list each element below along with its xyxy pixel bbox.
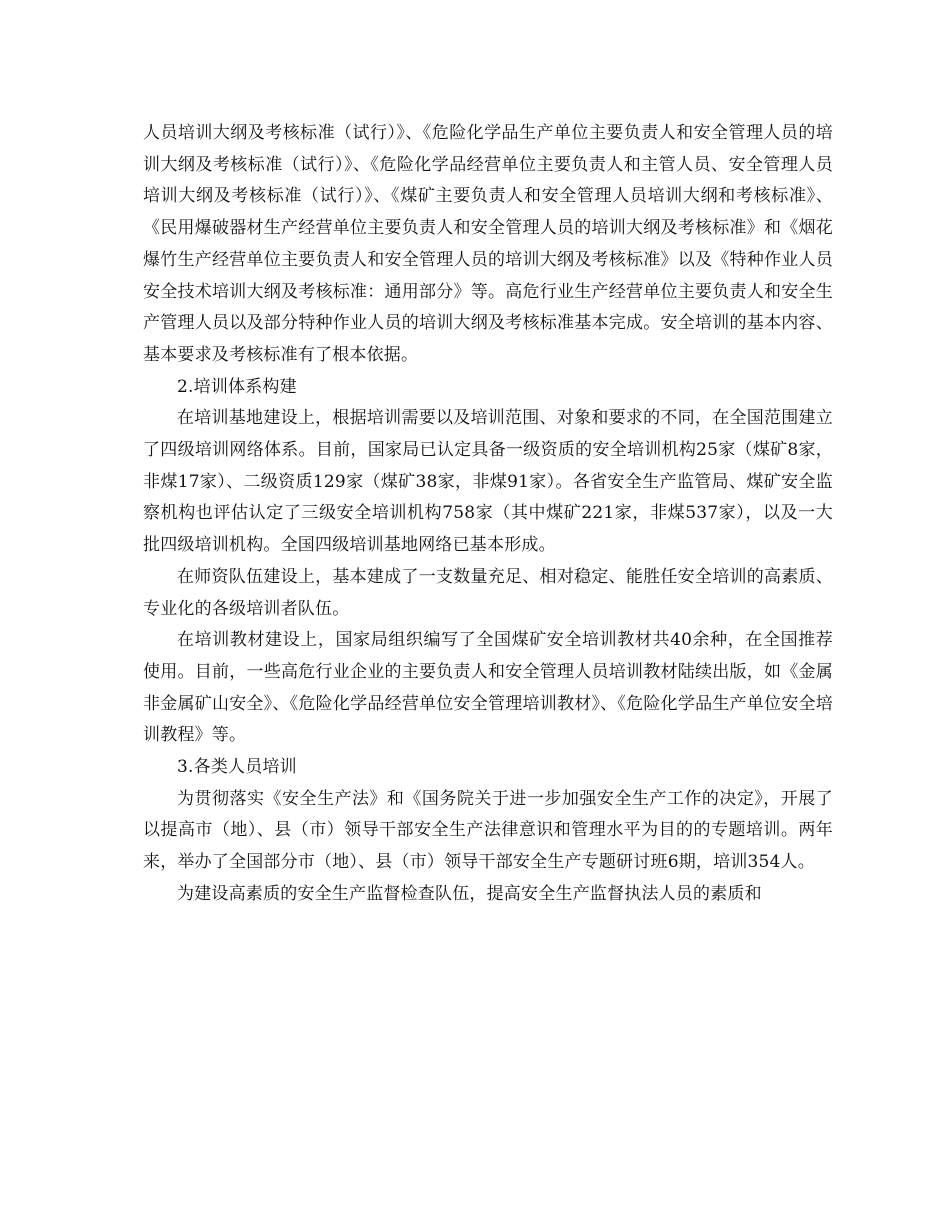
paragraph-continuation: 人员培训大纲及考核标准（试行）》、《危险化学品生产单位主要负责人和安全管理人员的培训大纲及考核标准（试行）》、《危险化学品经营单位主要负责人和主管人员、安全管理人员培训大纲及考核标准（试行）》、《煤矿主要负责人和安全管理人员培训大纲和考核标准》、《民用爆破器材生产经营单位主要负责人和安全管理人员的培训大纲及考核标准》和《烟花爆竹生产经营单位主要负责人和安全管理人员的培训大纲及考核标准》以及《特种作业人员安全技术培训大纲及考核标准：通用部分》等。高危行业生产经营单位主要负责人和安全生产管理人员以及部分特种作业人员的培训大纲及考核标准基本完成。安全培训的基本内容、基本要求及考核标准有了根本依据。 [143,123,833,365]
paragraph-training-materials: 在培训教材建设上，国家局组织编写了全国煤矿安全培训教材共40余种，在全国推荐使用。目前，一些高危行业企业的主要负责人和安全管理人员培训教材陆续出版，如《金属非金属矿山安全》、《危险化学品经营单位安全管理培训教材》、《危险化学品生产单位安全培训教程》等。 [143,630,833,746]
section-heading-training-system: 2.培训体系构建 [177,376,297,397]
document-page [143,118,833,911]
paragraph-training-base: 在培训基地建设上，根据培训需要以及培训范围、对象和要求的不同，在全国范围建立了四级培训网络体系。目前，国家局已认定具备一级资质的安全培训机构25家（煤矿8家，非煤17家）、二级资质129家（煤矿38家，非煤91家）。各省安全生产监管局、煤矿安全监察机构也评估认定了三级安全培训机构758家（其中煤矿221家，非煤537家），以及一大批四级培训机构。全国四级培训基地网络已基本形成。 [143,408,833,556]
paragraph-teaching-staff: 在师资队伍建设上，基本建成了一支数量充足、相对稳定、能胜任安全培训的高素质、专业化的各级培训者队伍。 [143,566,833,619]
paragraph-supervision-team: 为建设高素质的安全生产监督检查队伍，提高安全生产监督执法人员的素质和 [177,883,762,904]
paragraph-leader-training: 为贯彻落实《安全生产法》和《国务院关于进一步加强安全生产工作的决定》，开展了以提高市（地）、县（市）领导干部安全生产法律意识和管理水平为目的的专题培训。两年来，举办了全国部分市（地）、县（市）领导干部安全生产专题研讨班6期，培训354人。 [143,788,833,873]
section-heading-personnel-training: 3.各类人员培训 [177,757,297,778]
